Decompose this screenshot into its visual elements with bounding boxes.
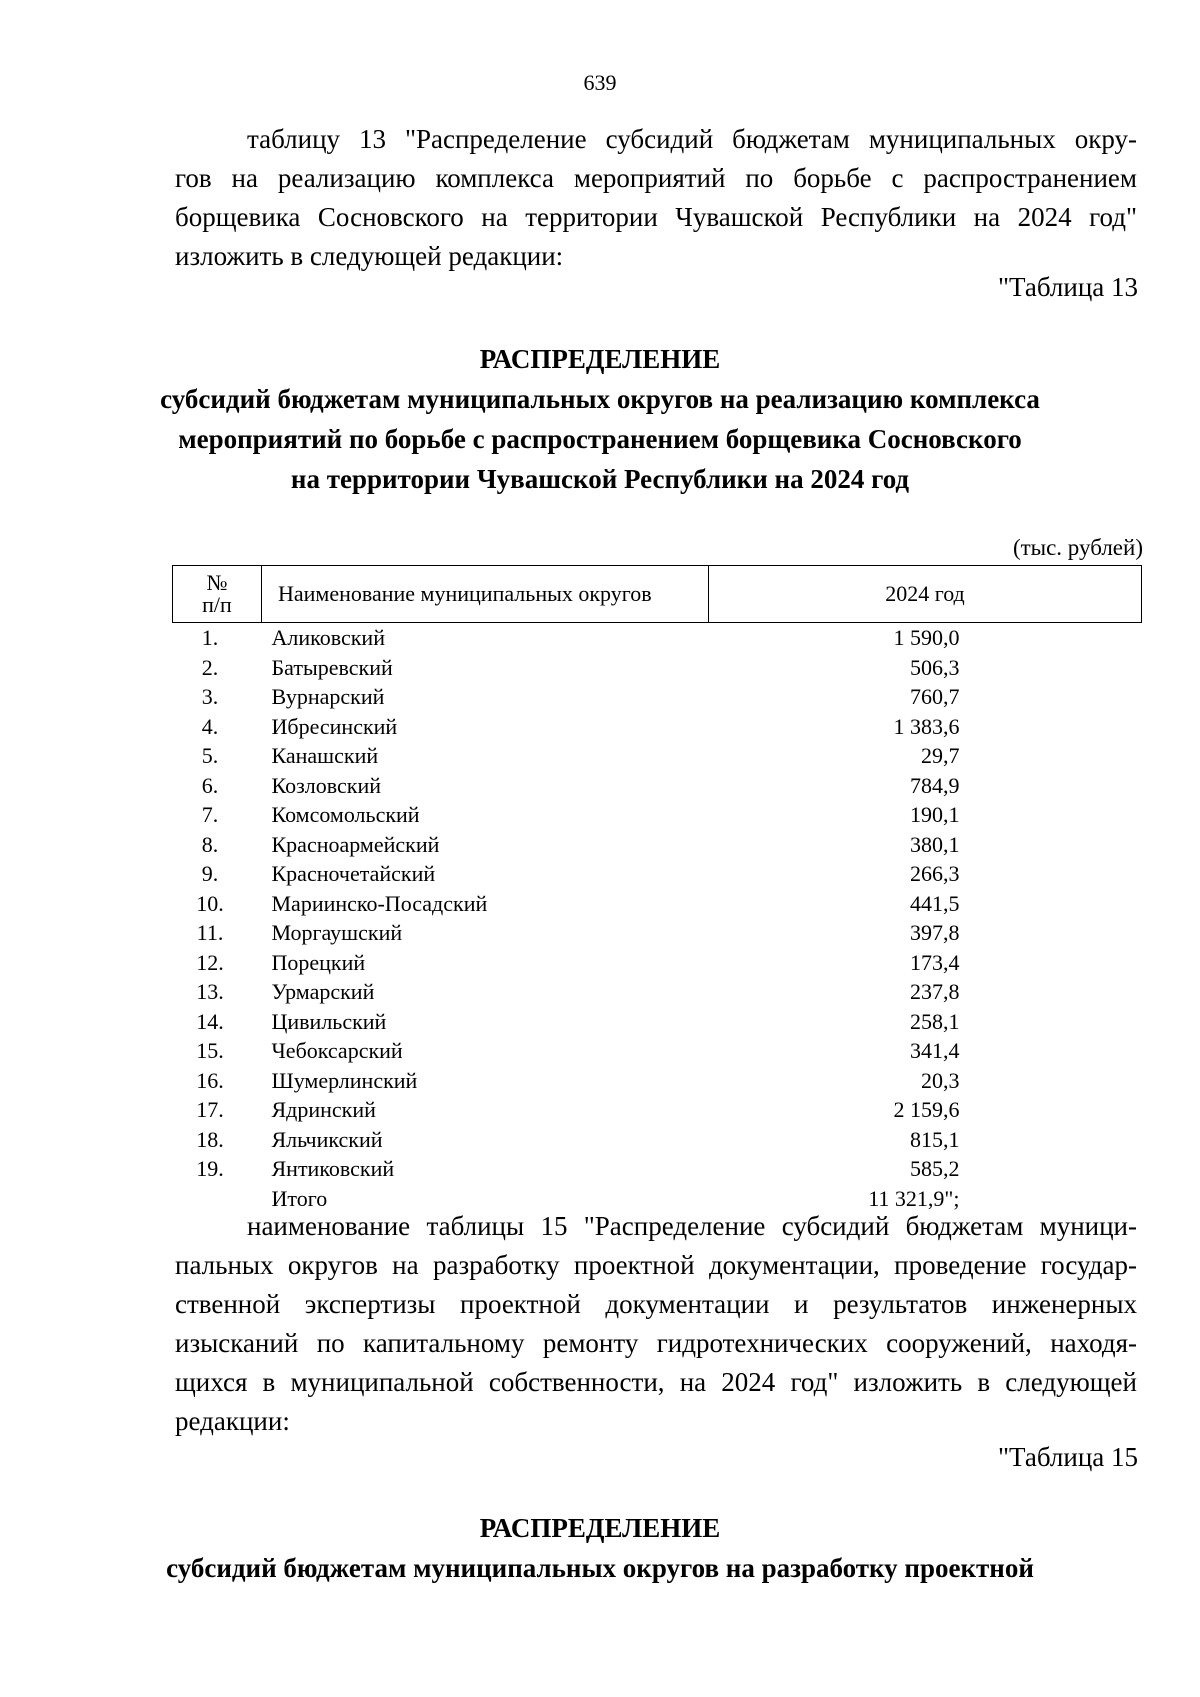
table13-label: "Таблица 13 (998, 272, 1138, 302)
table-row (173, 741, 1142, 771)
row-name: Ядринский (271, 1097, 376, 1122)
row-name: Моргаушский (271, 920, 403, 945)
heading-line: субсидий бюджетам муниципальных округов на реализацию комплекса (160, 384, 1040, 414)
table-row (173, 682, 1142, 712)
row-name: Козловский (271, 772, 382, 798)
row-number: 15. (196, 1038, 224, 1063)
table-row (173, 1036, 1142, 1066)
row-value: 29,7 (921, 743, 960, 768)
heading-line: на территории Чувашской Республики на 2024 год (290, 464, 910, 494)
row-value: 760,7 (910, 684, 960, 709)
row-number: 14. (196, 1008, 224, 1034)
table-row (173, 800, 1142, 830)
row-number: 9. (201, 861, 219, 886)
header-name: Наименование муниципальных округов (262, 566, 709, 623)
row-value: 784,9 (910, 772, 960, 798)
table-row (173, 859, 1142, 889)
outro-line: ственной экспертизы проектной документации и результатов инженерных (175, 1289, 1137, 1319)
row-name: Вурнарский (271, 684, 385, 709)
row-number: 6. (201, 772, 219, 798)
table-row (173, 1007, 1142, 1037)
table-row (173, 771, 1142, 801)
row-name: Аликовский (271, 625, 385, 650)
row-value: 585,2 (910, 1156, 960, 1181)
outro-paragraph (175, 1207, 1137, 1441)
table-row (173, 830, 1142, 860)
row-value: 380,1 (910, 831, 960, 857)
row-number: 8. (201, 831, 219, 857)
header-number: № п/п (173, 566, 262, 623)
row-name: Порецкий (271, 949, 366, 975)
intro-paragraph (175, 120, 1137, 276)
intro-line: изложить в следующей редакции: (175, 241, 564, 271)
table-row (173, 1066, 1142, 1096)
outro-line: редакции: (175, 1406, 290, 1436)
row-number: 4. (201, 713, 219, 739)
row-number: 2. (201, 654, 219, 680)
row-name: Цивильский (271, 1008, 387, 1034)
row-name: Шумерлинский (271, 1067, 418, 1093)
row-value: 173,4 (910, 949, 960, 975)
row-name: Яльчикский (271, 1126, 383, 1152)
row-name: Мариинско-Посадский (271, 890, 488, 916)
row-name: Ибресинский (271, 713, 398, 739)
row-name: Урмарский (271, 979, 375, 1004)
outro-line: изысканий по капитальному ремонту гидротехнических сооружений, находя- (175, 1328, 1137, 1358)
row-number: 10. (196, 890, 224, 916)
row-value: 1 383,6 (893, 713, 960, 739)
row-value: 237,8 (910, 979, 960, 1004)
heading-line: субсидий бюджетам муниципальных округов на разработку проектной (166, 1553, 1034, 1583)
total-label: Итого (271, 1185, 328, 1211)
table-row (173, 623, 1142, 653)
distribution-table (172, 565, 1142, 1213)
header-year: 2024 год (709, 566, 1142, 623)
table-header-row (173, 566, 1142, 623)
table13-heading (0, 339, 1200, 499)
row-value: 1 590,0 (893, 625, 960, 650)
row-value: 190,1 (910, 802, 960, 827)
page-number: 639 (583, 70, 617, 95)
row-value: 397,8 (910, 920, 960, 945)
row-name: Чебоксарский (271, 1038, 403, 1063)
intro-line: таблицу 13 "Распределение субсидий бюджетам муниципальных окру- (247, 124, 1137, 154)
row-number: 18. (196, 1126, 224, 1152)
intro-line: борщевика Сосновского на территории Чувашской Республики на 2024 год" (175, 202, 1137, 232)
table-row (173, 918, 1142, 948)
total-value: 11 321,9"; (868, 1185, 960, 1211)
outro-line: щихся в муниципальной собственности, на 2024 год" изложить в следующей (175, 1367, 1137, 1397)
table-row (173, 712, 1142, 742)
row-number: 12. (196, 949, 224, 975)
row-value: 2 159,6 (893, 1097, 960, 1122)
row-number: 13. (196, 979, 224, 1004)
row-name: Красноармейский (271, 831, 440, 857)
units-note: (тыс. рублей) (1012, 535, 1143, 560)
table-row (173, 1125, 1142, 1155)
row-number: 3. (201, 684, 219, 709)
row-name: Канашский (271, 743, 379, 768)
row-number: 19. (196, 1156, 224, 1181)
table15-label: "Таблица 15 (998, 1442, 1138, 1472)
row-value: 258,1 (910, 1008, 960, 1034)
row-value: 341,4 (910, 1038, 960, 1063)
row-number: 11. (196, 920, 224, 945)
row-value: 815,1 (910, 1126, 960, 1152)
intro-line: гов на реализацию комплекса мероприятий по борьбе с распространением (175, 163, 1137, 193)
row-name: Янтиковский (271, 1156, 395, 1181)
heading-line: мероприятий по борьбе с распространением борщевика Сосновского (178, 424, 1022, 454)
row-value: 506,3 (910, 654, 960, 680)
row-number: 5. (201, 743, 219, 768)
table-row (173, 948, 1142, 978)
row-value: 441,5 (910, 890, 960, 916)
table-row (173, 653, 1142, 683)
outro-line: пальных округов на разработку проектной документации, проведение государ- (175, 1250, 1137, 1280)
table-row (173, 977, 1142, 1007)
row-value: 20,3 (921, 1067, 960, 1093)
row-name: Батыревский (271, 654, 393, 680)
heading-title: РАСПРЕДЕЛЕНИЕ (479, 344, 721, 374)
row-number: 16. (196, 1067, 224, 1093)
row-name: Комсомольский (271, 802, 420, 827)
row-number: 17. (196, 1097, 224, 1122)
row-value: 266,3 (910, 861, 960, 886)
row-name: Красночетайский (271, 861, 436, 886)
table15-heading (0, 1508, 1200, 1588)
table-row (173, 1154, 1142, 1184)
outro-line: наименование таблицы 15 "Распределение субсидий бюджетам муници- (247, 1211, 1137, 1241)
table-row (173, 1095, 1142, 1125)
heading-title: РАСПРЕДЕЛЕНИЕ (479, 1513, 721, 1543)
table-row (173, 889, 1142, 919)
row-number: 7. (201, 802, 219, 827)
row-number: 1. (201, 625, 219, 650)
